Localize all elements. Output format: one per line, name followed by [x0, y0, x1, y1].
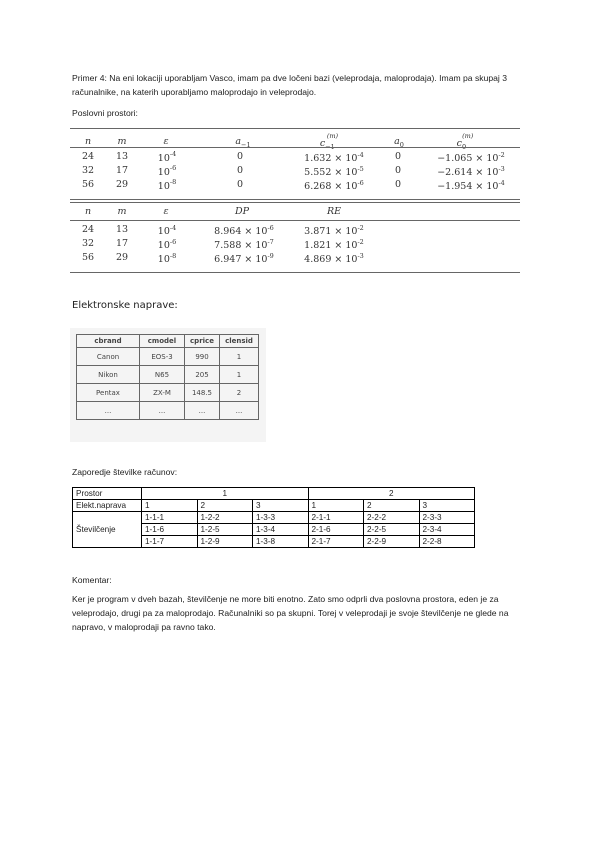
header-c0-m: $c_0^{(m)}$	[456, 132, 474, 152]
table-rule-header-2	[70, 220, 520, 221]
header-clensid: clensid	[220, 335, 259, 348]
header-cbrand: cbrand	[77, 335, 140, 348]
number-cell: 2-2-2	[364, 512, 420, 524]
cell-re-exp: -2	[357, 238, 364, 246]
cell-n: 24	[81, 151, 95, 162]
number-cell: 2-2-5	[364, 524, 420, 536]
cell-model: EOS-3	[140, 348, 185, 366]
cell-dp-exp: -7	[267, 238, 274, 246]
table-header-row	[77, 335, 259, 348]
elekt-cell: 1	[308, 500, 364, 512]
header-c-minus1-m: $c_{-1}^{(m)}$	[319, 132, 339, 152]
elektronske-naprave-label: Elektronske naprave:	[72, 300, 178, 311]
cell-a0: 0	[394, 179, 402, 190]
cell-model: ...	[140, 402, 185, 420]
cell-c-minus1-exp: -5	[357, 165, 364, 173]
cell-lensid: 2	[220, 384, 259, 402]
cell-epsilon-base: 10	[157, 254, 170, 266]
math-table-2-header	[70, 206, 520, 220]
header-cprice: cprice	[185, 335, 220, 348]
header-epsilon: ε	[163, 136, 169, 147]
cell-a-minus1: 0	[236, 179, 244, 190]
header-re: RE	[326, 206, 342, 217]
table-row	[77, 384, 259, 402]
cell-epsilon	[150, 179, 184, 192]
cell-c0	[428, 179, 514, 192]
devices-table-image	[70, 328, 266, 442]
number-cell: 1-3-3	[253, 512, 309, 524]
table-row	[70, 252, 520, 266]
cell-dp	[202, 238, 286, 251]
table-rule-header	[70, 147, 520, 148]
cell-c-minus1-exp: -6	[357, 179, 364, 187]
header-c-minus1-symbol: c	[319, 138, 326, 150]
cell-c0-base: −1.954 × 10	[437, 181, 499, 193]
number-cell: 2-2-9	[364, 536, 420, 548]
header-epsilon: ε	[163, 206, 169, 217]
cell-epsilon-base: 10	[157, 240, 170, 252]
header-c0-symbol: c	[456, 138, 462, 150]
table-row	[70, 165, 520, 179]
elekt-cell: 2	[364, 500, 420, 512]
table-row	[77, 366, 259, 384]
cell-a-minus1: 0	[236, 151, 244, 162]
number-cell: 2-1-7	[308, 536, 364, 548]
cell-dp-base: 6.947 × 10	[214, 254, 268, 266]
elekt-cell: 1	[142, 500, 198, 512]
cell-c0-exp: -3	[498, 165, 505, 173]
elekt-row	[73, 500, 475, 512]
cell-re-base: 3.871 × 10	[304, 226, 358, 238]
cell-re	[292, 252, 376, 265]
cell-m: 17	[115, 165, 129, 176]
numbering-table	[72, 487, 475, 548]
cell-c0	[428, 151, 514, 164]
elekt-cell: 3	[419, 500, 475, 512]
cell-re-base: 4.869 × 10	[304, 254, 358, 266]
number-cell: 2-1-1	[308, 512, 364, 524]
cell-epsilon-exp: -8	[169, 252, 177, 260]
prostor-2: 2	[308, 488, 475, 500]
cell-model: N65	[140, 366, 185, 384]
header-cmodel: cmodel	[140, 335, 185, 348]
cell-n: 32	[81, 238, 95, 249]
number-cell: 1-2-9	[197, 536, 253, 548]
header-n: n	[84, 136, 92, 147]
number-cell: 1-3-4	[253, 524, 309, 536]
cell-c-minus1-base: 1.632 × 10	[304, 153, 358, 165]
cell-c-minus1	[294, 179, 374, 192]
number-cell: 2-3-3	[419, 512, 475, 524]
cell-m: 13	[115, 151, 129, 162]
elekt-cell: 3	[253, 500, 309, 512]
cell-epsilon	[150, 165, 184, 178]
cell-brand: Canon	[77, 348, 140, 366]
cell-a0: 0	[394, 165, 402, 176]
cell-dp	[202, 252, 286, 265]
table-row	[77, 348, 259, 366]
cell-re	[292, 238, 376, 251]
cell-c-minus1	[294, 165, 374, 178]
table-rule-bottom	[70, 272, 520, 273]
table-row	[70, 238, 520, 252]
header-m: m	[117, 206, 127, 217]
cell-epsilon-base: 10	[157, 181, 170, 193]
cell-m: 29	[115, 252, 129, 263]
header-m: m	[117, 136, 127, 147]
cell-brand: Nikon	[77, 366, 140, 384]
cell-epsilon	[150, 224, 184, 237]
header-a-minus1: $a_{-1}$	[235, 136, 251, 149]
header-a-minus1-symbol: a	[235, 136, 242, 147]
cell-lensid: ...	[220, 402, 259, 420]
cell-a-minus1: 0	[236, 165, 244, 176]
cell-price: ...	[185, 402, 220, 420]
zaporedje-label: Zaporedje številke računov:	[72, 467, 178, 477]
number-cell: 1-1-6	[142, 524, 198, 536]
cell-dp-exp: -6	[267, 224, 274, 232]
number-cell: 1-3-8	[253, 536, 309, 548]
number-cell: 2-1-6	[308, 524, 364, 536]
cell-epsilon-exp: -6	[169, 164, 177, 172]
table-row	[73, 512, 475, 524]
header-a0-symbol: a	[394, 136, 400, 147]
cell-c-minus1	[294, 151, 374, 164]
devices-table	[76, 334, 259, 420]
cell-n: 24	[81, 224, 95, 235]
cell-n: 56	[81, 252, 95, 263]
elekt-label: Elekt.naprava	[73, 500, 142, 512]
poslovni-prostori-label: Poslovni prostori:	[72, 108, 138, 118]
cell-c0-exp: -4	[498, 179, 505, 187]
cell-epsilon	[150, 151, 184, 164]
cell-m: 13	[115, 224, 129, 235]
cell-m: 17	[115, 238, 129, 249]
table-rule-top	[70, 128, 520, 129]
cell-c0-exp: -2	[498, 151, 505, 159]
cell-dp-base: 8.964 × 10	[214, 226, 268, 238]
cell-re-exp: -2	[357, 224, 364, 232]
cell-lensid: 1	[220, 366, 259, 384]
number-cell: 2-2-8	[419, 536, 475, 548]
cell-c0-base: −1.065 × 10	[437, 153, 499, 165]
cell-c-minus1-base: 6.268 × 10	[304, 181, 358, 193]
prostor-1: 1	[142, 488, 309, 500]
prostor-label: Prostor	[73, 488, 142, 500]
table-rule-mid-2	[70, 202, 520, 203]
cell-epsilon-base: 10	[157, 167, 170, 179]
number-cell: 1-2-5	[197, 524, 253, 536]
intro-paragraph: Primer 4: Na eni lokaciji uporabljam Vasco, imam pa dve ločeni bazi (veleprodaja, maloprodaja). Imam pa skupaj 3 računalnike, na katerih uporabljamo maloprodajo in veleprodajo.	[72, 73, 507, 97]
cell-epsilon	[150, 238, 184, 251]
header-a0: $a_0$	[394, 136, 404, 149]
stevilcenje-label: Številčenje	[73, 512, 142, 548]
cell-epsilon-exp: -4	[169, 224, 177, 232]
cell-epsilon-exp: -8	[169, 178, 177, 186]
cell-dp-exp: -9	[267, 252, 274, 260]
table-row	[77, 402, 259, 420]
cell-n: 32	[81, 165, 95, 176]
cell-brand: Pentax	[77, 384, 140, 402]
elekt-cell: 2	[197, 500, 253, 512]
number-cell: 1-2-2	[197, 512, 253, 524]
number-cell: 1-1-7	[142, 536, 198, 548]
cell-epsilon	[150, 252, 184, 265]
komentar-label: Komentar:	[72, 575, 112, 585]
cell-epsilon-base: 10	[157, 226, 170, 238]
table-row	[70, 151, 520, 165]
table-row	[70, 224, 520, 238]
cell-model: ZX-M	[140, 384, 185, 402]
cell-re	[292, 224, 376, 237]
cell-price: 148.5	[185, 384, 220, 402]
cell-dp-base: 7.588 × 10	[214, 240, 268, 252]
cell-a0: 0	[394, 151, 402, 162]
cell-epsilon-exp: -4	[169, 150, 177, 158]
number-cell: 1-1-1	[142, 512, 198, 524]
header-n: n	[84, 206, 92, 217]
cell-epsilon-exp: -6	[169, 238, 177, 246]
cell-epsilon-base: 10	[157, 153, 170, 165]
cell-dp	[202, 224, 286, 237]
number-cell: 2-3-4	[419, 524, 475, 536]
cell-re-exp: -3	[357, 252, 364, 260]
cell-brand: ...	[77, 402, 140, 420]
cell-price: 990	[185, 348, 220, 366]
header-dp: DP	[234, 206, 249, 217]
cell-c0-base: −2.614 × 10	[437, 167, 499, 179]
cell-lensid: 1	[220, 348, 259, 366]
table-row	[70, 179, 520, 193]
komentar-paragraph: Ker je program v dveh bazah, številčenje ne more biti enotno. Zato smo odprli dva poslovna prostora, eden je za veleprodajo, drugi pa za maloprodajo. Računalniki so pa skupni. Torej v veleprodaji je svoje številčenje ne glede na napravo, v maloprodaji pa ravno tako.	[72, 594, 509, 632]
cell-c-minus1-exp: -4	[357, 151, 364, 159]
cell-c0	[428, 165, 514, 178]
cell-m: 29	[115, 179, 129, 190]
cell-re-base: 1.821 × 10	[304, 240, 358, 252]
table-rule-mid-1	[70, 199, 520, 200]
cell-n: 56	[81, 179, 95, 190]
cell-price: 205	[185, 366, 220, 384]
prostor-row	[73, 488, 475, 500]
cell-c-minus1-base: 5.552 × 10	[304, 167, 358, 179]
